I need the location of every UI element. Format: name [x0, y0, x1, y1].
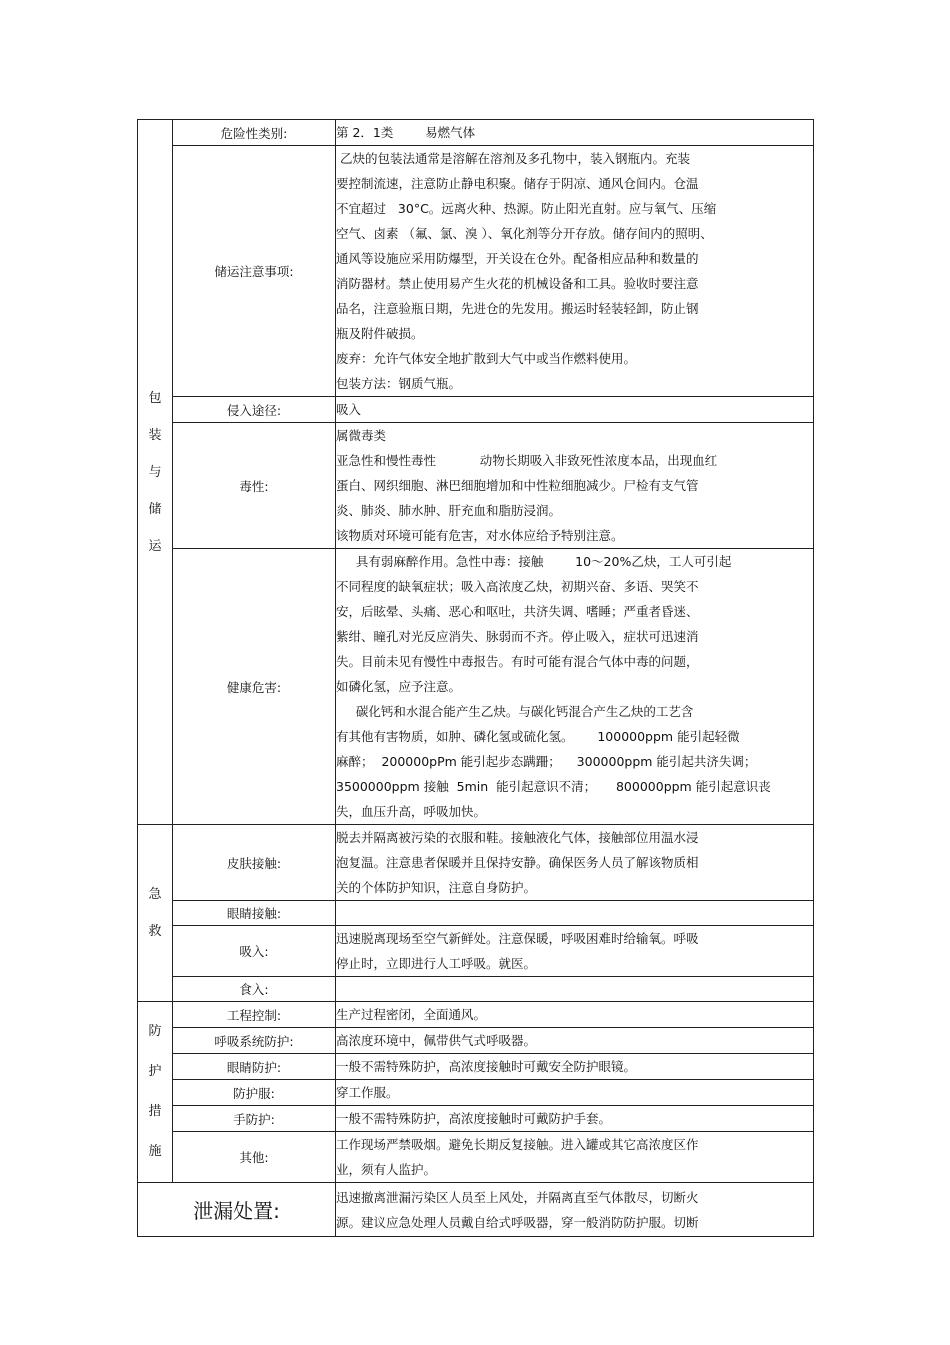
row-eye-protection [138, 1054, 814, 1080]
value-toxicity: 属微毒类 亚急性和慢性毒性 动物长期吸入非致死性浓度本品，出现血红 蛋白、网织细胞、淋巴细胞增加和中性粒细胞减少。尸检有支气管 炎、肺炎、肺水肿、肝充血和脂肪浸润。 该物质对环境可能有危害，对水体应给予特别注意。 [336, 423, 814, 549]
label-skin: 皮肤接触: [173, 825, 336, 901]
value-other: 工作现场严禁吸烟。避免长期反复接触。进入罐或其它高浓度区作 业，须有人监护。 [336, 1132, 814, 1183]
label-hazard-class: 危险性类别: [173, 120, 336, 146]
value-hazard-class: 第 2．1类 易燃气体 [336, 120, 814, 146]
row-storage [138, 146, 814, 397]
row-respiratory [138, 1028, 814, 1054]
value-inhalation: 迅速脱离现场至空气新鲜处。注意保暖，呼吸困难时给输氧。呼吸 停止时，立即进行人工呼吸。就医。 [336, 926, 814, 977]
value-engineering: 生产过程密闭，全面通风。 [336, 1002, 814, 1028]
label-inhalation: 吸入: [173, 926, 336, 977]
row-hand [138, 1106, 814, 1132]
row-hazard-class [138, 120, 814, 146]
row-eye-contact [138, 901, 814, 926]
label-eye-contact: 眼睛接触: [173, 901, 336, 926]
label-eye-protection: 眼睛防护: [173, 1054, 336, 1080]
label-clothing: 防护服: [173, 1080, 336, 1106]
row-other [138, 1132, 814, 1183]
label-hand: 手防护: [173, 1106, 336, 1132]
label-storage: 储运注意事项: [173, 146, 336, 397]
row-skin [138, 825, 814, 901]
value-leak: 迅速撤离泄漏污染区人员至上风处，并隔离直至气体散尽，切断火 源。建议应急处理人员戴自给式呼吸器，穿一般消防防护服。切断 [336, 1183, 814, 1237]
row-health [138, 549, 814, 825]
value-eye-protection: 一般不需特殊防护，高浓度接触时可戴安全防护眼镜。 [336, 1054, 814, 1080]
value-respiratory: 高浓度环境中，佩带供气式呼吸器。 [336, 1028, 814, 1054]
section-first-aid: 急 救 [138, 825, 173, 1002]
row-route [138, 397, 814, 423]
row-inhalation [138, 926, 814, 977]
row-clothing [138, 1080, 814, 1106]
label-toxicity: 毒性: [173, 423, 336, 549]
row-engineering [138, 1002, 814, 1028]
value-skin: 脱去并隔离被污染的衣服和鞋。接触液化气体，接触部位用温水浸 泡复温。注意患者保暖并且保持安静。确保医务人员了解该物质相 关的个体防护知识，注意自身防护。 [336, 825, 814, 901]
value-ingestion [336, 977, 814, 1002]
value-storage: 乙炔的包装法通常是溶解在溶剂及多孔物中，装入钢瓶内。充装 要控制流速，注意防止静电积聚。储存于阴凉、通风仓间内。仓温 不宜超过 30°C。远离火种、热源。防止阳光直射。应与氧气、压缩 空气、卤素 （氟、氯、溴 ）、氧化剂等分开存放。储存间内的照明、 通风等设施应采用防爆型，开关设在仓外。配备相应品种和数量的 消防器材。禁止使用易产生火花的机械设备和工具。验收时要注意 品名，注意验瓶日期，先进仓的先发用。搬运时轻装轻卸，防止钢 瓶及附件破损。 废弃：允许气体安全地扩散到大气中或当作燃料使用。 包装方法：钢质气瓶。 [336, 146, 814, 397]
label-engineering: 工程控制: [173, 1002, 336, 1028]
section-protection: 防 护 措 施 [138, 1002, 173, 1183]
label-route: 侵入途径: [173, 397, 336, 423]
value-hand: 一般不需特殊防护，高浓度接触时可戴防护手套。 [336, 1106, 814, 1132]
label-health: 健康危害: [173, 549, 336, 825]
value-health: 具有弱麻醉作用。急性中毒：接触 10～20%乙炔，工人可引起 不同程度的缺氧症状；吸入高浓度乙炔，初期兴奋、多语、哭笑不 安，后眩晕、头痛、恶心和呕吐，共济失调、嗜睡；严重者昏迷、 紫绀、瞳孔对光反应消失、脉弱而不齐。停止吸入，症状可迅速消 失。目前未见有慢性中毒报告。有时可能有混合气体中毒的问题， 如磷化氢，应予注意。 碳化钙和水混合能产生乙炔。与碳化钙混合产生乙炔的工艺含 有其他有害物质，如肿、磷化氢或硫化氢。 100000ppm 能引起轻微 麻醉； 200000pPm 能引起步态蹒跚； 300000ppm 能引起共济失调； 3500000ppm 接触 5min 能引起意识不清； 800000ppm 能引起意识丧 失，血压升高，呼吸加快。 [336, 549, 814, 825]
value-clothing: 穿工作服。 [336, 1080, 814, 1106]
row-ingestion [138, 977, 814, 1002]
row-toxicity [138, 423, 814, 549]
msds-table [137, 119, 814, 1237]
row-leak [138, 1183, 814, 1237]
label-respiratory: 呼吸系统防护: [173, 1028, 336, 1054]
value-eye-contact [336, 901, 814, 926]
label-leak: 泄漏处置: [138, 1183, 336, 1237]
section-packaging-storage: 包 装 与 储 运 [138, 120, 173, 825]
label-other: 其他: [173, 1132, 336, 1183]
value-route: 吸入 [336, 397, 814, 423]
label-ingestion: 食入: [173, 977, 336, 1002]
